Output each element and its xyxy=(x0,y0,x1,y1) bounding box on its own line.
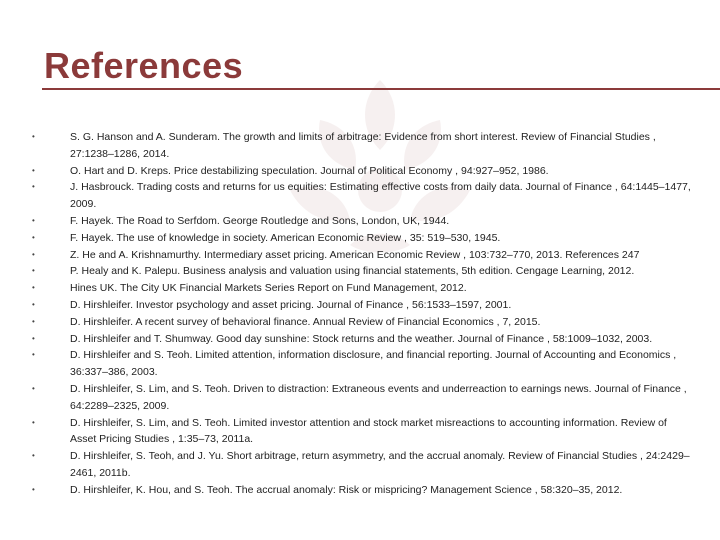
reference-item xyxy=(32,129,692,163)
reference-item xyxy=(32,213,692,230)
reference-text: F. Hayek. The use of knowledge in society. American Economic Review , 35: 519–530, 1945. xyxy=(70,231,501,244)
reference-text: D. Hirshleifer. A recent survey of behavioral finance. Annual Review of Financial Economics , 7, 2015. xyxy=(70,315,541,328)
bullet-icon: • xyxy=(32,451,35,461)
reference-text: D. Hirshleifer, S. Teoh, and J. Yu. Short arbitrage, return asymmetry, and the accrual anomaly. Review of Financial Studies , 24:2429–2461, 2011b. xyxy=(70,450,690,479)
bullet-icon: • xyxy=(32,165,35,175)
reference-text: D. Hirshleifer and T. Shumway. Good day sunshine: Stock returns and the weather. Journal of Finance , 58:1009–1032, 2003. xyxy=(70,332,653,345)
bullet-icon: • xyxy=(32,266,35,276)
reference-text: D. Hirshleifer. Investor psychology and asset pricing. Journal of Finance , 56:1533–1597, 2001. xyxy=(70,298,512,311)
reference-list xyxy=(32,129,692,499)
reference-item xyxy=(32,297,692,314)
reference-item xyxy=(32,381,692,415)
bullet-icon: • xyxy=(32,182,35,192)
reference-item xyxy=(32,179,692,213)
reference-item xyxy=(32,415,692,449)
reference-item xyxy=(32,482,692,499)
reference-text: D. Hirshleifer, S. Lim, and S. Teoh. Driven to distraction: Extraneous events and underreaction to earnings news. Journal of Finance , 64:2289–2325, 2009. xyxy=(70,382,687,412)
bullet-icon: • xyxy=(32,383,35,393)
bullet-icon: • xyxy=(32,316,35,326)
bullet-icon: • xyxy=(32,484,35,494)
reference-text: Z. He and A. Krishnamurthy. Intermediary asset pricing. American Economic Review , 103:732–770, 2013. References 247 xyxy=(70,248,640,261)
reference-text: F. Hayek. The Road to Serfdom. George Routledge and Sons, London, UK, 1944. xyxy=(70,214,450,227)
reference-text: Hines UK. The City UK Financial Markets Series Report on Fund Management, 2012. xyxy=(70,282,467,295)
bullet-icon: • xyxy=(32,249,35,259)
reference-item xyxy=(32,347,692,381)
bullet-icon: • xyxy=(32,299,35,309)
bullet-icon: • xyxy=(32,232,35,242)
reference-item xyxy=(32,163,692,180)
reference-item xyxy=(32,280,692,297)
reference-item xyxy=(32,448,692,482)
bullet-icon: • xyxy=(32,333,35,343)
reference-text: S. G. Hanson and A. Sunderam. The growth and limits of arbitrage: Evidence from short interest. Review of Financial Studies , 27:1238–1286, 2014. xyxy=(70,131,656,160)
bullet-icon: • xyxy=(32,132,35,141)
reference-text: D. Hirshleifer, S. Lim, and S. Teoh. Limited investor attention and stock market misreactions to accounting information. Review of Asset Pricing Studies , 1:35–73, 2011a. xyxy=(70,416,667,446)
reference-item xyxy=(32,230,692,247)
reference-item xyxy=(32,314,692,331)
reference-text: D. Hirshleifer, K. Hou, and S. Teoh. The accrual anomaly: Risk or mispricing? Management Science , 58:320–35, 2012. xyxy=(70,483,623,496)
reference-item xyxy=(32,331,692,348)
page-title: References xyxy=(44,45,244,86)
reference-text: O. Hart and D. Kreps. Price destabilizing speculation. Journal of Political Economy , 94:927–952, 1986. xyxy=(70,164,549,177)
bullet-icon: • xyxy=(32,283,35,293)
reference-text: P. Healy and K. Palepu. Business analysis and valuation using financial statements, 5th edition. Cengage Learning, 2012. xyxy=(70,265,635,278)
title-underline xyxy=(42,88,720,90)
reference-text: D. Hirshleifer and S. Teoh. Limited attention, information disclosure, and financial reporting. Journal of Accounting and Economics , 36:337–386, 2003. xyxy=(70,349,677,379)
reference-text: J. Hasbrouck. Trading costs and returns for us equities: Estimating effective costs from daily data. Journal of Finance , 64:1445–1477, 2009. xyxy=(70,181,691,211)
bullet-icon: • xyxy=(32,215,35,225)
reference-item xyxy=(32,247,692,264)
bullet-icon: • xyxy=(32,417,35,427)
bullet-icon: • xyxy=(32,350,35,360)
reference-item xyxy=(32,263,692,280)
